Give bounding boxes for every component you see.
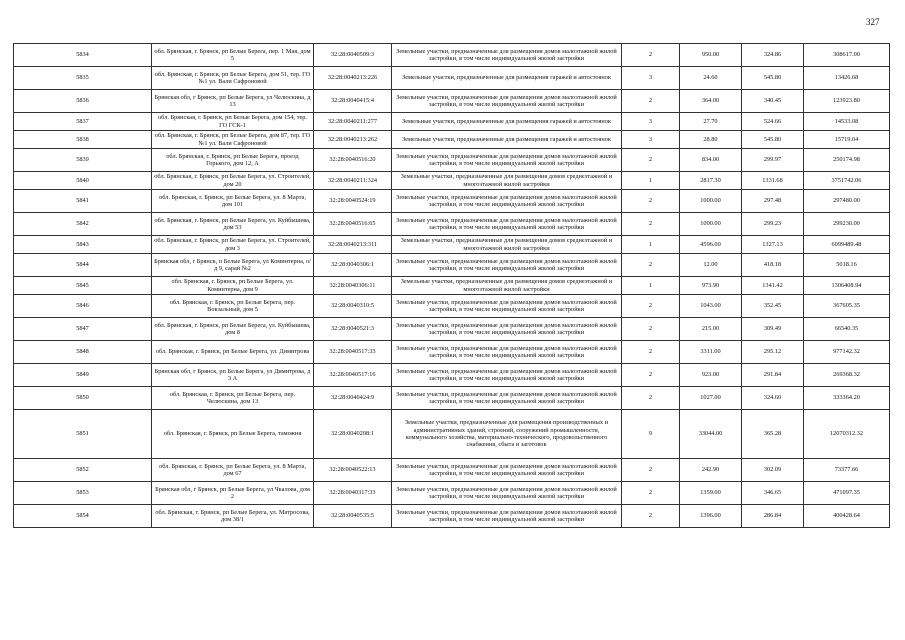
group-code: 1 xyxy=(622,236,680,254)
area-value: 1000.00 xyxy=(680,213,742,236)
cadastral-value: 308617.00 xyxy=(804,44,890,67)
cadastral-number: 32:28:0040517:33 xyxy=(314,341,392,364)
specific-cadastral-value: 295.12 xyxy=(742,341,804,364)
specific-cadastral-value: 346.65 xyxy=(742,482,804,505)
cadastral-number: 32:28:0040213:262 xyxy=(314,131,392,149)
cadastral-number: 32:28:0040509:3 xyxy=(314,44,392,67)
table-row xyxy=(14,410,890,459)
address-cell: обл. Брянская, г. Брянск, рп Белые Берега, проезд Горького, дом 12, А xyxy=(152,149,314,172)
address-cell: обл. Брянская, г. Брянск, рп Белые Берега, ул. 8 Марта, дом 67 xyxy=(152,459,314,482)
specific-cadastral-value: 299.23 xyxy=(742,213,804,236)
row-number: 5835 xyxy=(14,67,152,90)
specific-cadastral-value: 291.84 xyxy=(742,364,804,387)
cadastral-value: 6099489.48 xyxy=(804,236,890,254)
table-row xyxy=(14,90,890,113)
area-value: 33044.00 xyxy=(680,410,742,459)
table-body xyxy=(14,44,890,528)
address-cell: обл. Брянская, г. Брянск, рп Белые Берега, дом 51, тер. ГО №1 ул. Вали Сафроновой xyxy=(152,67,314,90)
table-row xyxy=(14,364,890,387)
cadastral-number: 32:28:0040213:311 xyxy=(314,236,392,254)
cadastral-number: 32:28:0040317:33 xyxy=(314,482,392,505)
specific-cadastral-value: 545.80 xyxy=(742,67,804,90)
row-number: 5849 xyxy=(14,364,152,387)
address-cell: Брянская обл, г Брянск, п Белые Берега, ул Коминтерна, о/д 9, сарай №2 xyxy=(152,254,314,277)
address-cell: обл. Брянская, г. Брянск, рп Белые Берега, ул. Куйбышева, дом 8 xyxy=(152,318,314,341)
area-value: 1396.00 xyxy=(680,505,742,528)
cadastral-value: 297480.00 xyxy=(804,190,890,213)
row-number: 5836 xyxy=(14,90,152,113)
specific-cadastral-value: 302.09 xyxy=(742,459,804,482)
address-cell: обл. Брянская, г. Брянск, рп Белые Берега, ул. Строителей, дом 3 xyxy=(152,236,314,254)
specific-cadastral-value: 545.80 xyxy=(742,131,804,149)
land-use-purpose: Земельные участки, предназначенные для размещения домов малоэтажной жилой застройки, в том числе индивидуальной жилой застройки xyxy=(392,44,622,67)
group-code: 2 xyxy=(622,295,680,318)
cadastral-value: 1306408.94 xyxy=(804,277,890,295)
table-row xyxy=(14,254,890,277)
cadastral-value: 15719.04 xyxy=(804,131,890,149)
group-code: 2 xyxy=(622,44,680,67)
group-code: 2 xyxy=(622,482,680,505)
area-value: 28.80 xyxy=(680,131,742,149)
cadastral-value: 123923.80 xyxy=(804,90,890,113)
cadastral-value: 3751742.06 xyxy=(804,172,890,190)
specific-cadastral-value: 286.84 xyxy=(742,505,804,528)
group-code: 2 xyxy=(622,149,680,172)
address-cell: обл. Брянская, г. Брянск, рп Белые Берега, пер. Вокзальный, дом 5 xyxy=(152,295,314,318)
cadastral-value: 12070312.32 xyxy=(804,410,890,459)
cadastral-number: 32:28:0040522:13 xyxy=(314,459,392,482)
cadastral-number: 32:28:0040535:5 xyxy=(314,505,392,528)
land-use-purpose: Земельные участки, предназначенные для размещения домов среднеэтажной и многоэтажной жилой застройки xyxy=(392,236,622,254)
cadastral-value: 250174.98 xyxy=(804,149,890,172)
row-number: 5854 xyxy=(14,505,152,528)
area-value: 923.00 xyxy=(680,364,742,387)
page-number: 327 xyxy=(866,17,880,27)
area-value: 1043.00 xyxy=(680,295,742,318)
table-row xyxy=(14,113,890,131)
group-code: 2 xyxy=(622,213,680,236)
land-use-purpose: Земельные участки, предназначенные для размещения домов малоэтажной жилой застройки, в том числе индивидуальной жилой застройки xyxy=(392,364,622,387)
land-use-purpose: Земельные участки, предназначенные для размещения домов малоэтажной жилой застройки, в том числе индивидуальной жилой застройки xyxy=(392,190,622,213)
table-row xyxy=(14,149,890,172)
table-row xyxy=(14,387,890,410)
cadastral-number: 32:28:0040517:16 xyxy=(314,364,392,387)
cadastral-number: 32:28:0040516:20 xyxy=(314,149,392,172)
row-number: 5837 xyxy=(14,113,152,131)
table-row xyxy=(14,44,890,67)
address-cell: Брянская обл, г Брянск, рп Белые Берега, ул Челюскина, д 13 xyxy=(152,90,314,113)
address-cell: обл. Брянская, г. Брянск, рп Белые Берега, ул. Куйбышева, дом 53 xyxy=(152,213,314,236)
land-use-purpose: Земельные участки, предназначенные для размещения домов малоэтажной жилой застройки, в том числе индивидуальной жилой застройки xyxy=(392,341,622,364)
cadastral-number: 32:28:0040213:226 xyxy=(314,67,392,90)
land-use-purpose: Земельные участки, предназначенные для размещения домов малоэтажной жилой застройки, в том числе индивидуальной жилой застройки xyxy=(392,149,622,172)
cadastral-value: 977142.32 xyxy=(804,341,890,364)
area-value: 1359.00 xyxy=(680,482,742,505)
cadastral-number: 32:28:0040310:5 xyxy=(314,295,392,318)
land-use-purpose: Земельные участки, предназначенные для размещения домов малоэтажной жилой застройки, в том числе индивидуальной жилой застройки xyxy=(392,295,622,318)
land-use-purpose: Земельные участки, предназначенные для размещения домов малоэтажной жилой застройки, в том числе индивидуальной жилой застройки xyxy=(392,90,622,113)
table-row xyxy=(14,131,890,149)
address-cell: обл. Брянская, г. Брянск, рп Белые Берега, дом 87, тер. ГО №1 ул. Вали Сафроновой xyxy=(152,131,314,149)
specific-cadastral-value: 324.60 xyxy=(742,387,804,410)
area-value: 2817.30 xyxy=(680,172,742,190)
table-row xyxy=(14,277,890,295)
specific-cadastral-value: 309.49 xyxy=(742,318,804,341)
address-cell: обл. Брянская, г. Брянск, рп Белые Берега, таможня xyxy=(152,410,314,459)
specific-cadastral-value: 524.66 xyxy=(742,113,804,131)
cadastral-value: 13426.68 xyxy=(804,67,890,90)
cadastral-value: 367605.35 xyxy=(804,295,890,318)
table-row xyxy=(14,67,890,90)
cadastral-number: 32:28:0040516:65 xyxy=(314,213,392,236)
land-use-purpose: Земельные участки, предназначенные для размещения гаражей и автостоянок xyxy=(392,131,622,149)
cadastral-number: 32:28:0040415:4 xyxy=(314,90,392,113)
area-value: 973.90 xyxy=(680,277,742,295)
land-use-purpose: Земельные участки, предназначенные для размещения домов среднеэтажной и многоэтажной жилой застройки xyxy=(392,277,622,295)
row-number: 5841 xyxy=(14,190,152,213)
land-use-purpose: Земельные участки, предназначенные для размещения домов среднеэтажной и многоэтажной жилой застройки xyxy=(392,172,622,190)
address-cell: обл. Брянская, г. Брянск, рп Белые Берега, ул. 8 Марта, дом 101 xyxy=(152,190,314,213)
table-row xyxy=(14,295,890,318)
land-use-purpose: Земельные участки, предназначенные для размещения гаражей и автостоянок xyxy=(392,67,622,90)
row-number: 5834 xyxy=(14,44,152,67)
cadastral-value: 299230.00 xyxy=(804,213,890,236)
group-code: 2 xyxy=(622,90,680,113)
cadastral-number: 32:28:0040306:11 xyxy=(314,277,392,295)
address-cell: обл. Брянская, г. Брянск, рп Белые Берега, пер. 1 Мая, дом 5 xyxy=(152,44,314,67)
land-use-purpose: Земельные участки, предназначенные для размещения домов малоэтажной жилой застройки, в том числе индивидуальной жилой застройки xyxy=(392,505,622,528)
specific-cadastral-value: 340.45 xyxy=(742,90,804,113)
row-number: 5838 xyxy=(14,131,152,149)
area-value: 27.70 xyxy=(680,113,742,131)
specific-cadastral-value: 324.86 xyxy=(742,44,804,67)
cadastral-value: 66540.35 xyxy=(804,318,890,341)
specific-cadastral-value: 297.48 xyxy=(742,190,804,213)
specific-cadastral-value: 1327.13 xyxy=(742,236,804,254)
specific-cadastral-value: 418.18 xyxy=(742,254,804,277)
land-use-purpose: Земельные участки, предназначенные для размещения домов малоэтажной жилой застройки, в том числе индивидуальной жилой застройки xyxy=(392,387,622,410)
row-number: 5840 xyxy=(14,172,152,190)
row-number: 5839 xyxy=(14,149,152,172)
specific-cadastral-value: 1331.68 xyxy=(742,172,804,190)
area-value: 950.00 xyxy=(680,44,742,67)
table-row xyxy=(14,236,890,254)
row-number: 5851 xyxy=(14,410,152,459)
table-row xyxy=(14,341,890,364)
group-code: 2 xyxy=(622,341,680,364)
cadastral-number: 32:28:0040524:19 xyxy=(314,190,392,213)
land-use-purpose: Земельные участки, предназначенные для размещения домов малоэтажной жилой застройки, в том числе индивидуальной жилой застройки xyxy=(392,213,622,236)
group-code: 1 xyxy=(622,277,680,295)
land-use-purpose: Земельные участки, предназначенные для размещения домов малоэтажной жилой застройки, в том числе индивидуальной жилой застройки xyxy=(392,459,622,482)
group-code: 2 xyxy=(622,254,680,277)
table-row xyxy=(14,459,890,482)
area-value: 4596.00 xyxy=(680,236,742,254)
group-code: 1 xyxy=(622,172,680,190)
cadastral-number: 32:28:0040211:277 xyxy=(314,113,392,131)
group-code: 2 xyxy=(622,387,680,410)
address-cell: обл. Брянская, г. Брянск, рп Белые Берега, пер. Челюскина, дом 13 xyxy=(152,387,314,410)
cadastral-value: 14533.08 xyxy=(804,113,890,131)
cadastral-number: 32:28:0040521:3 xyxy=(314,318,392,341)
table-row xyxy=(14,318,890,341)
specific-cadastral-value: 299.97 xyxy=(742,149,804,172)
group-code: 2 xyxy=(622,190,680,213)
cadastral-number: 32:28:0040208:1 xyxy=(314,410,392,459)
cadastral-number: 32:28:0040424:9 xyxy=(314,387,392,410)
land-use-purpose: Земельные участки, предназначенные для размещения домов малоэтажной жилой застройки, в том числе индивидуальной жилой застройки xyxy=(392,482,622,505)
row-number: 5853 xyxy=(14,482,152,505)
specific-cadastral-value: 1341.42 xyxy=(742,277,804,295)
table-row xyxy=(14,190,890,213)
table-row xyxy=(14,213,890,236)
cadastral-value: 471097.35 xyxy=(804,482,890,505)
area-value: 1027.00 xyxy=(680,387,742,410)
cadastral-number: 32:28:0040211:324 xyxy=(314,172,392,190)
specific-cadastral-value: 352.45 xyxy=(742,295,804,318)
group-code: 3 xyxy=(622,113,680,131)
area-value: 834.00 xyxy=(680,149,742,172)
row-number: 5847 xyxy=(14,318,152,341)
row-number: 5844 xyxy=(14,254,152,277)
cadastral-number: 32:28:0040306:1 xyxy=(314,254,392,277)
group-code: 3 xyxy=(622,131,680,149)
table-row xyxy=(14,505,890,528)
cadastral-value: 5018.16 xyxy=(804,254,890,277)
cadastral-value: 333364.20 xyxy=(804,387,890,410)
address-cell: обл. Брянская, г. Брянск, рп Белые Берега, ул. Коминтерна, дом 9 xyxy=(152,277,314,295)
row-number: 5846 xyxy=(14,295,152,318)
area-value: 364.00 xyxy=(680,90,742,113)
group-code: 9 xyxy=(622,410,680,459)
address-cell: Брянская обл, г Брянск, рп Белые Берега, ул Димитрова, д 3 А xyxy=(152,364,314,387)
address-cell: Брянская обл, г Брянск, рп Белые Берега, ул Чкалова, дом 2 xyxy=(152,482,314,505)
area-value: 242.90 xyxy=(680,459,742,482)
row-number: 5848 xyxy=(14,341,152,364)
area-value: 1000.00 xyxy=(680,190,742,213)
land-plot-table xyxy=(13,43,890,528)
address-cell: обл. Брянская, г. Брянск, рп Белые Берега, ул. Строителей, дом 20 xyxy=(152,172,314,190)
land-use-purpose: Земельные участки, предназначенные для размещения домов малоэтажной жилой застройки, в том числе индивидуальной жилой застройки xyxy=(392,318,622,341)
group-code: 2 xyxy=(622,364,680,387)
group-code: 2 xyxy=(622,459,680,482)
cadastral-value: 400428.64 xyxy=(804,505,890,528)
address-cell: обл. Брянская, г. Брянск, рп Белые Берега, дом 154, тер. ГО ГСК-1 xyxy=(152,113,314,131)
land-use-purpose: Земельные участки, предназначенные для размещения производственных и административных зданий, строений, сооружений промышленности, коммунального хозяйства, материально-технического, продовольственного снабжения, сбыта и заготовок xyxy=(392,410,622,459)
area-value: 24.60 xyxy=(680,67,742,90)
address-cell: обл. Брянская, г. Брянск, рп Белые Берега, ул. Димитрова xyxy=(152,341,314,364)
address-cell: обл. Брянская, г. Брянск, рп Белые Берега, ул. Матросова, дом 38/1 xyxy=(152,505,314,528)
specific-cadastral-value: 365.28 xyxy=(742,410,804,459)
row-number: 5850 xyxy=(14,387,152,410)
table-row xyxy=(14,482,890,505)
group-code: 2 xyxy=(622,318,680,341)
row-number: 5852 xyxy=(14,459,152,482)
group-code: 2 xyxy=(622,505,680,528)
row-number: 5845 xyxy=(14,277,152,295)
area-value: 12.00 xyxy=(680,254,742,277)
cadastral-value: 73377.66 xyxy=(804,459,890,482)
table-row xyxy=(14,172,890,190)
row-number: 5843 xyxy=(14,236,152,254)
land-use-purpose: Земельные участки, предназначенные для размещения домов малоэтажной жилой застройки, в том числе индивидуальной жилой застройки xyxy=(392,254,622,277)
area-value: 215.00 xyxy=(680,318,742,341)
land-use-purpose: Земельные участки, предназначенные для размещения гаражей и автостоянок xyxy=(392,113,622,131)
row-number: 5842 xyxy=(14,213,152,236)
cadastral-value: 269368.32 xyxy=(804,364,890,387)
group-code: 3 xyxy=(622,67,680,90)
area-value: 3311.00 xyxy=(680,341,742,364)
